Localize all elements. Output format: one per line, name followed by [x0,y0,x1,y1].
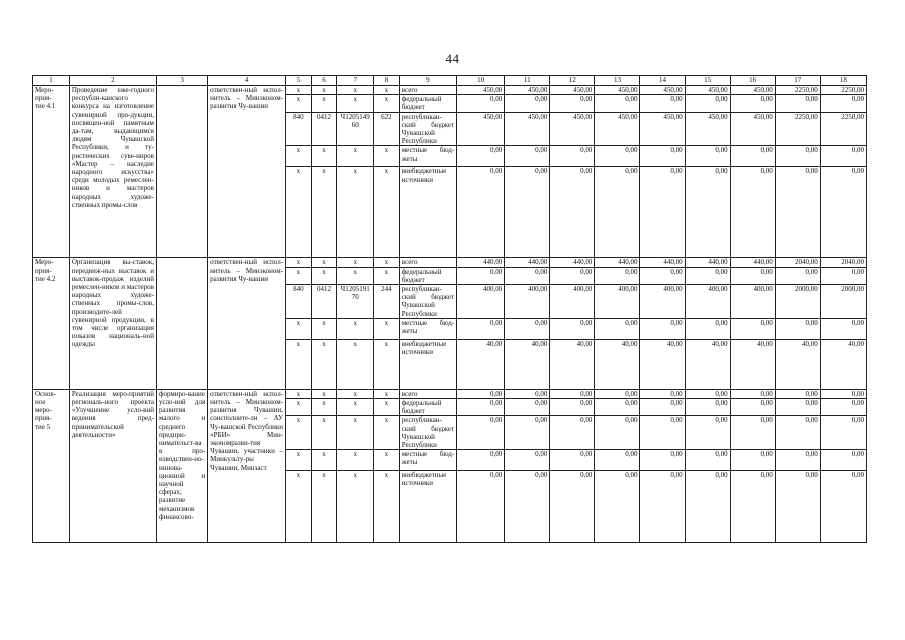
grbs-code: x [286,318,312,339]
target-article-code: x [337,146,374,167]
amount-cell: 2250,00 [775,112,820,146]
target-article-code: x [337,267,374,284]
amount-cell: 0,00 [505,267,550,284]
amount-cell: 0,00 [505,471,550,543]
section-code: x [311,399,337,416]
section-code: 0412 [311,112,337,146]
event-goal [156,86,207,258]
amount-cell: 0,00 [457,146,505,167]
section-code: x [311,318,337,339]
amount-cell: 0,00 [820,450,866,471]
amount-cell: 0,00 [550,399,595,416]
amount-cell: 400,00 [505,285,550,319]
amount-cell: 0,00 [505,389,550,398]
section-code: x [311,450,337,471]
amount-cell: 0,00 [640,399,685,416]
amount-cell: 0,00 [595,399,640,416]
event-label: Основ- ное меро- прия- тие 5 [33,389,70,542]
amount-cell: 0,00 [775,167,820,258]
amount-cell: 2040,00 [820,258,866,267]
expense-type-code: 244 [374,285,400,319]
section-code: x [311,146,337,167]
table-row [33,389,867,398]
amount-cell: 450,00 [457,112,505,146]
event-goal [156,258,207,389]
amount-cell: 450,00 [595,112,640,146]
target-article-code: x [337,339,374,389]
amount-cell: 2040,00 [775,258,820,267]
amount-cell: 0,00 [595,471,640,543]
amount-cell: 0,00 [595,146,640,167]
target-article-code: x [337,416,374,450]
amount-cell: 0,00 [775,399,820,416]
expense-type-code: x [374,450,400,471]
amount-cell: 0,00 [505,450,550,471]
section-code: 0412 [311,285,337,319]
amount-cell: 0,00 [640,389,685,398]
section-code: x [311,471,337,543]
amount-cell: 0,00 [685,471,730,543]
amount-cell: 0,00 [685,267,730,284]
expense-type-code: x [374,146,400,167]
col-header-3: 3 [156,76,207,86]
amount-cell: 0,00 [550,95,595,112]
funding-source: федеральный бюджет [399,399,456,416]
amount-cell: 0,00 [685,167,730,258]
amount-cell: 450,00 [550,86,595,95]
amount-cell: 400,00 [640,285,685,319]
amount-cell: 0,00 [505,416,550,450]
amount-cell: 400,00 [595,285,640,319]
amount-cell: 0,00 [457,267,505,284]
amount-cell: 0,00 [505,399,550,416]
grbs-code: x [286,416,312,450]
event-name: Проведение еже-годного республи-канского конкурса на изготовление сувенирной про-дукции, посвящен-ной памятным да-там, выдающимся людям Чувашской Республики, и ту-ристических суве-ниров «Мастер – наследие народного искусства» среди молодых ремеслен-ников и мастеров народных художе-ственных промы-слов [69,86,156,258]
budget-table [32,75,867,543]
amount-cell: 440,00 [550,258,595,267]
grbs-code: x [286,95,312,112]
amount-cell: 450,00 [457,86,505,95]
amount-cell: 450,00 [505,112,550,146]
target-article-code: x [337,95,374,112]
amount-cell: 0,00 [640,416,685,450]
expense-type-code: x [374,339,400,389]
amount-cell: 0,00 [595,167,640,258]
expense-type-code: x [374,389,400,398]
col-header-8: 8 [374,76,400,86]
col-header-5: 5 [286,76,312,86]
amount-cell: 0,00 [457,167,505,258]
section-code: x [311,267,337,284]
event-name: Организация вы-ставок, передвиж-ных выставок и выставок-продаж изделий ремеслен-ников и мастеров народных художе-ственных промы-слов, производите-лей сувенирной продукции, в том числе организация показов националь-ной одежды [69,258,156,389]
amount-cell: 0,00 [505,318,550,339]
col-header-18: 18 [820,76,866,86]
amount-cell: 0,00 [640,318,685,339]
amount-cell: 0,00 [505,95,550,112]
funding-source: республикан-ский бюджет Чувашской Республики [399,112,456,146]
amount-cell: 0,00 [775,95,820,112]
grbs-code: 840 [286,112,312,146]
amount-cell: 0,00 [820,318,866,339]
col-header-12: 12 [550,76,595,86]
amount-cell: 450,00 [685,112,730,146]
amount-cell: 0,00 [685,399,730,416]
event-executor: ответствен-ный испол-нитель – Минэконом-развития Чу-вашии [208,258,286,389]
amount-cell: 0,00 [550,167,595,258]
expense-type-code: x [374,167,400,258]
target-article-code: x [337,167,374,258]
event-label: Меро- прия- тие 4.2 [33,258,70,389]
target-article-code: Ч1205191 70 [337,285,374,319]
amount-cell: 0,00 [457,450,505,471]
amount-cell: 40,00 [505,339,550,389]
amount-cell: 0,00 [820,389,866,398]
amount-cell: 0,00 [595,318,640,339]
event-executor: ответствен-ный испол-нитель – Минэконом-развития Чувашии, соисполните-ли – АУ Чу-вашской Республики «РБИ» Мин-экономразви-тия Чувашии, участники – Минкульту-ры Чувашии, Минзаст [208,389,286,542]
expense-type-code: x [374,318,400,339]
amount-cell: 0,00 [730,318,775,339]
col-header-7: 7 [337,76,374,86]
expense-type-code: x [374,95,400,112]
expense-type-code: 622 [374,112,400,146]
amount-cell: 400,00 [550,285,595,319]
amount-cell: 0,00 [550,146,595,167]
expense-type-code: x [374,86,400,95]
amount-cell: 440,00 [685,258,730,267]
amount-cell: 0,00 [550,450,595,471]
amount-cell: 400,00 [685,285,730,319]
amount-cell: 0,00 [775,146,820,167]
col-header-15: 15 [685,76,730,86]
amount-cell: 450,00 [730,86,775,95]
amount-cell: 2000,00 [775,285,820,319]
grbs-code: x [286,167,312,258]
amount-cell: 40,00 [595,339,640,389]
section-code: x [311,95,337,112]
section-code: x [311,416,337,450]
col-header-17: 17 [775,76,820,86]
col-header-16: 16 [730,76,775,86]
amount-cell: 0,00 [640,471,685,543]
amount-cell: 0,00 [685,318,730,339]
col-header-6: 6 [311,76,337,86]
amount-cell: 0,00 [730,450,775,471]
amount-cell: 0,00 [820,399,866,416]
amount-cell: 0,00 [550,267,595,284]
amount-cell: 0,00 [685,95,730,112]
funding-source: местные бюд-жеты [399,450,456,471]
amount-cell: 450,00 [640,112,685,146]
amount-cell: 0,00 [775,267,820,284]
amount-cell: 0,00 [730,267,775,284]
funding-source: республикан-ский бюджет Чувашской Республики [399,416,456,450]
funding-source: местные бюд-жеты [399,146,456,167]
amount-cell: 0,00 [505,167,550,258]
amount-cell: 0,00 [820,167,866,258]
amount-cell: 440,00 [730,258,775,267]
grbs-code: x [286,471,312,543]
event-goal: формиро-вание усло-вий для развития малого и среднего предпри-нимательст-ва в про-изводствен-но-иннова-ционной и научной сферах; развитие механизмов финансово- [156,389,207,542]
funding-source: всего [399,86,456,95]
amount-cell: 0,00 [457,471,505,543]
funding-source: всего [399,389,456,398]
grbs-code: x [286,389,312,398]
amount-cell: 40,00 [550,339,595,389]
amount-cell: 0,00 [550,416,595,450]
amount-cell: 0,00 [730,167,775,258]
amount-cell: 0,00 [457,389,505,398]
amount-cell: 0,00 [730,146,775,167]
grbs-code: x [286,339,312,389]
amount-cell: 40,00 [775,339,820,389]
target-article-code: x [337,389,374,398]
section-code: x [311,339,337,389]
section-code: x [311,258,337,267]
amount-cell: 0,00 [820,267,866,284]
amount-cell: 0,00 [640,95,685,112]
amount-cell: 0,00 [640,267,685,284]
amount-cell: 0,00 [457,95,505,112]
target-article-code: x [337,258,374,267]
funding-source: федеральный бюджет [399,267,456,284]
amount-cell: 0,00 [457,416,505,450]
amount-cell: 0,00 [730,471,775,543]
amount-cell: 0,00 [505,146,550,167]
amount-cell: 0,00 [595,389,640,398]
funding-source: всего [399,258,456,267]
amount-cell: 0,00 [550,389,595,398]
amount-cell: 0,00 [550,318,595,339]
amount-cell: 0,00 [595,416,640,450]
amount-cell: 0,00 [775,450,820,471]
amount-cell: 40,00 [457,339,505,389]
amount-cell: 0,00 [775,318,820,339]
target-article-code: x [337,450,374,471]
amount-cell: 40,00 [730,339,775,389]
amount-cell: 0,00 [775,416,820,450]
target-article-code: Ч1205149 60 [337,112,374,146]
expense-type-code: x [374,399,400,416]
amount-cell: 400,00 [730,285,775,319]
funding-source: местные бюд-жеты [399,318,456,339]
amount-cell: 0,00 [685,416,730,450]
target-article-code: x [337,471,374,543]
amount-cell: 2250,00 [820,86,866,95]
grbs-code: x [286,146,312,167]
expense-type-code: x [374,267,400,284]
amount-cell: 0,00 [820,471,866,543]
amount-cell: 2250,00 [820,112,866,146]
amount-cell: 0,00 [550,471,595,543]
amount-cell: 2000,00 [820,285,866,319]
grbs-code: x [286,399,312,416]
amount-cell: 0,00 [775,471,820,543]
grbs-code: 840 [286,285,312,319]
amount-cell: 0,00 [820,416,866,450]
amount-cell: 0,00 [640,146,685,167]
amount-cell: 0,00 [685,450,730,471]
amount-cell: 0,00 [775,389,820,398]
amount-cell: 440,00 [505,258,550,267]
amount-cell: 0,00 [685,146,730,167]
amount-cell: 400,00 [457,285,505,319]
amount-cell: 450,00 [550,112,595,146]
event-executor: ответствен-ный испол-нитель – Минэконом-развития Чу-вашии [208,86,286,258]
page-number: 44 [445,51,460,66]
amount-cell: 450,00 [640,86,685,95]
col-header-10: 10 [457,76,505,86]
amount-cell: 0,00 [595,95,640,112]
section-code: x [311,389,337,398]
target-article-code: x [337,399,374,416]
funding-source: федеральный бюджет [399,95,456,112]
table-row [33,86,867,95]
grbs-code: x [286,258,312,267]
event-label: Меро- прия- тие 4.1 [33,86,70,258]
amount-cell: 0,00 [685,389,730,398]
col-header-11: 11 [505,76,550,86]
amount-cell: 0,00 [595,450,640,471]
grbs-code: x [286,450,312,471]
amount-cell: 40,00 [640,339,685,389]
col-header-13: 13 [595,76,640,86]
amount-cell: 450,00 [505,86,550,95]
amount-cell: 0,00 [595,267,640,284]
amount-cell: 0,00 [730,389,775,398]
amount-cell: 440,00 [640,258,685,267]
column-number-row [33,76,867,86]
funding-source: внебюджетные источники [399,167,456,258]
table-row [33,258,867,267]
col-header-2: 2 [69,76,156,86]
amount-cell: 0,00 [457,399,505,416]
amount-cell: 0,00 [820,146,866,167]
amount-cell: 0,00 [730,399,775,416]
amount-cell: 0,00 [640,167,685,258]
amount-cell: 0,00 [640,450,685,471]
expense-type-code: x [374,471,400,543]
section-code: x [311,86,337,95]
amount-cell: 2250,00 [775,86,820,95]
event-name: Реализация меро-приятий региональ-ного проекта «Улучшение усло-вий ведения пред-принимательской деятельности» [69,389,156,542]
amount-cell: 440,00 [595,258,640,267]
amount-cell: 450,00 [730,112,775,146]
col-header-9: 9 [399,76,456,86]
amount-cell: 0,00 [820,95,866,112]
section-code: x [311,167,337,258]
funding-source: внебюджетные источники [399,471,456,543]
col-header-14: 14 [640,76,685,86]
expense-type-code: x [374,416,400,450]
amount-cell: 0,00 [457,318,505,339]
amount-cell: 40,00 [685,339,730,389]
amount-cell: 440,00 [457,258,505,267]
col-header-4: 4 [208,76,286,86]
target-article-code: x [337,318,374,339]
funding-source: республикан-ский бюджет Чувашской Республики [399,285,456,319]
expense-type-code: x [374,258,400,267]
grbs-code: x [286,267,312,284]
amount-cell: 0,00 [730,95,775,112]
funding-source: внебюджетные источники [399,339,456,389]
target-article-code: x [337,86,374,95]
grbs-code: x [286,86,312,95]
amount-cell: 450,00 [595,86,640,95]
amount-cell: 40,00 [820,339,866,389]
amount-cell: 0,00 [730,416,775,450]
amount-cell: 450,00 [685,86,730,95]
col-header-1: 1 [33,76,70,86]
